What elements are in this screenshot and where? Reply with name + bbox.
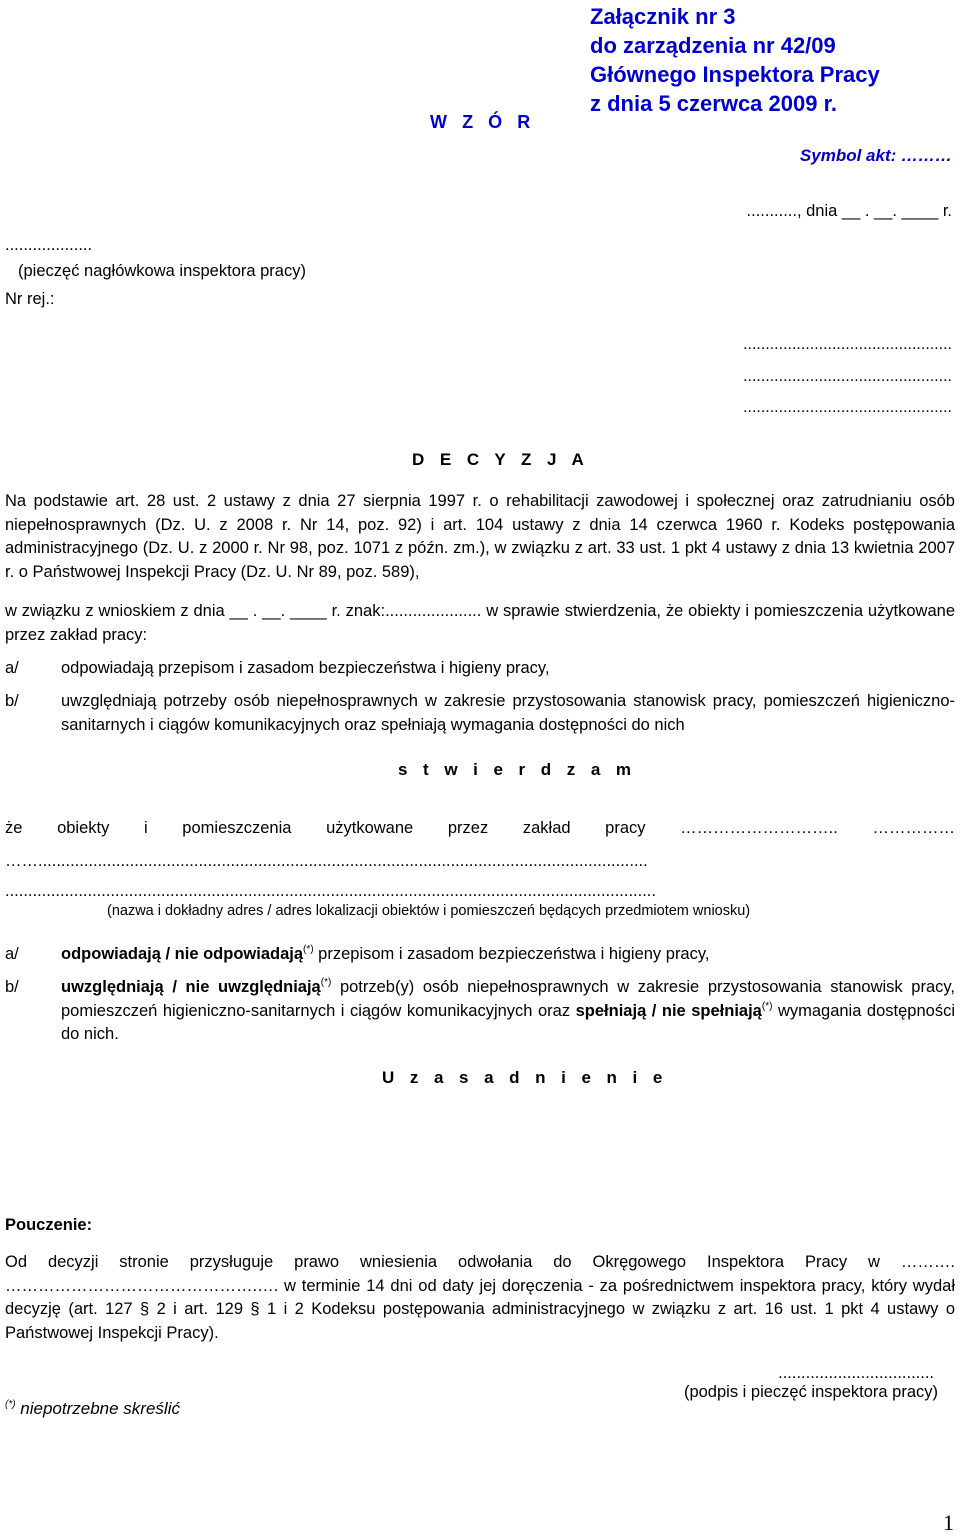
justification-heading: U z a s a d n i e n i e xyxy=(382,1068,668,1087)
finding-a-text xyxy=(61,943,955,967)
finding-a-footnote-mark: (*) xyxy=(303,944,314,955)
request-item-a-text: odpowiadają przepisom i zasadom bezpieczeństwa i higieny pracy, xyxy=(61,659,550,677)
finding-a-label: a/ xyxy=(5,945,19,963)
attachment-line-4: z dnia 5 czerwca 2009 r. xyxy=(590,91,838,116)
page-number: 1 xyxy=(943,1510,954,1535)
objects-line: że obiekty i pomieszczenia użytkowane przez zakład pracy ……………………….. …………… xyxy=(5,819,955,837)
case-symbol: Symbol akt: ……… xyxy=(799,146,952,165)
request-paragraph: w związku z wnioskiem z dnia __ . __. ____ r. znak:..................... w sprawie stwierdzenia, że obiekty i pomieszczenia użytkowane przez zakład pracy: xyxy=(5,602,955,644)
addressee-line-2: ............................................... xyxy=(743,368,952,385)
date-line: ..........., dnia __ . __. ____ r. xyxy=(746,202,952,220)
instruction-title: Pouczenie: xyxy=(5,1216,93,1234)
finding-b-options-2: spełniają / nie spełniają xyxy=(575,1001,762,1020)
stamp-dots: ................... xyxy=(5,236,93,254)
request-item-b-text: uwzględniają potrzeby osób niepełnosprawnych w zakresie przystosowania stanowisk pracy, pomieszczeń higieniczno-sanitarnych i ciągów komunikacyjnych oraz spełniają wymagania dostępności do nich xyxy=(61,692,955,734)
attachment-line-1: Załącznik nr 3 xyxy=(590,4,736,29)
objects-dots-2: .............................................................................................................................................. xyxy=(5,882,656,900)
finding-b-footnote-mark-2: (*) xyxy=(761,1000,773,1012)
legal-basis: Na podstawie art. 28 ust. 2 ustawy z dnia 27 sierpnia 1997 r. o rehabilitacji zawodowej i społecznej oraz zatrudnianiu osób niepełnosprawnych (Dz. U. z 2008 r. Nr 14, poz. 92) i art. 104 ustawy z dnia 14 czerwca 1960 r. Kodeks postępowania administracyjnego (Dz. U. z 2000 r. Nr 98, poz. 1071 z późn. zm.), w związku z art. 33 ust. 1 pkt 4 ustawy z dnia 13 kwietnia 2007 r. o Państwowej Inspekcji Pracy (Dz. U. Nr 89, poz. 589), xyxy=(5,492,955,581)
attachment-header xyxy=(590,2,880,118)
determination-heading: s t w i e r d z a m xyxy=(398,760,637,779)
finding-b-middle: potrzeb(y) osób niepełnosprawnych w zakresie przystosowania stanowisk pracy, pomieszczeń higieniczno-sanitarnych i ciągów komunikacyjnych oraz xyxy=(61,978,955,1020)
registration-number: Nr rej.: xyxy=(5,290,55,308)
attachment-line-2: do zarządzenia nr 42/09 xyxy=(590,33,836,58)
footnote-mark: (*) xyxy=(5,1399,16,1410)
signature-label: (podpis i pieczęć inspektora pracy) xyxy=(683,1383,938,1401)
decision-title: D E C Y Z J A xyxy=(412,450,590,469)
finding-b-end: wymagania dostępności do nich. xyxy=(61,1001,955,1043)
addressee-line-1: ............................................... xyxy=(743,336,952,353)
finding-b-text xyxy=(61,976,955,1047)
attachment-line-3: Głównego Inspektora Pracy xyxy=(590,62,880,87)
footnote xyxy=(5,1399,180,1419)
request-item-b-label: b/ xyxy=(5,692,19,710)
objects-dots-1: ……..................................................................................................................................... xyxy=(5,852,648,870)
finding-a-options: odpowiadają / nie odpowiadają xyxy=(61,945,304,963)
footnote-text: niepotrzebne skreślić xyxy=(15,1399,180,1418)
signature-dots: .................................. xyxy=(778,1364,934,1382)
addressee-line-3: ............................................... xyxy=(743,399,952,416)
finding-b-footnote-mark-1: (*) xyxy=(320,977,332,988)
instruction-text: Od decyzji stronie przysługuje prawo wniesienia odwołania do Okręgowego Inspektora Pracy w ………. ……………………………………….…. w terminie 14 dni od daty jej doręczenia - za pośrednictwem inspektora pracy, który wydał decyzję (art. 127 § 2 i art. 129 § 1 i 2 Kodeksu postępowania administracyjnego w związku z art. 16 ust. 1 pkt 4 ustawy o Państwowej Inspekcji Pracy). xyxy=(5,1253,955,1342)
stamp-label: (pieczęć nagłówkowa inspektora pracy) xyxy=(18,262,306,280)
finding-a-rest: przepisom i zasadom bezpieczeństwa i higieny pracy, xyxy=(313,945,710,963)
finding-b-label: b/ xyxy=(5,978,19,996)
objects-caption: (nazwa i dokładny adres / adres lokalizacji obiektów i pomieszczeń będących przedmiotem wniosku) xyxy=(107,903,751,919)
request-item-a-label: a/ xyxy=(5,659,19,677)
finding-b-options-1: uwzględniają / nie uwzględniają xyxy=(61,978,321,996)
template-label: W Z Ó R xyxy=(430,112,536,132)
